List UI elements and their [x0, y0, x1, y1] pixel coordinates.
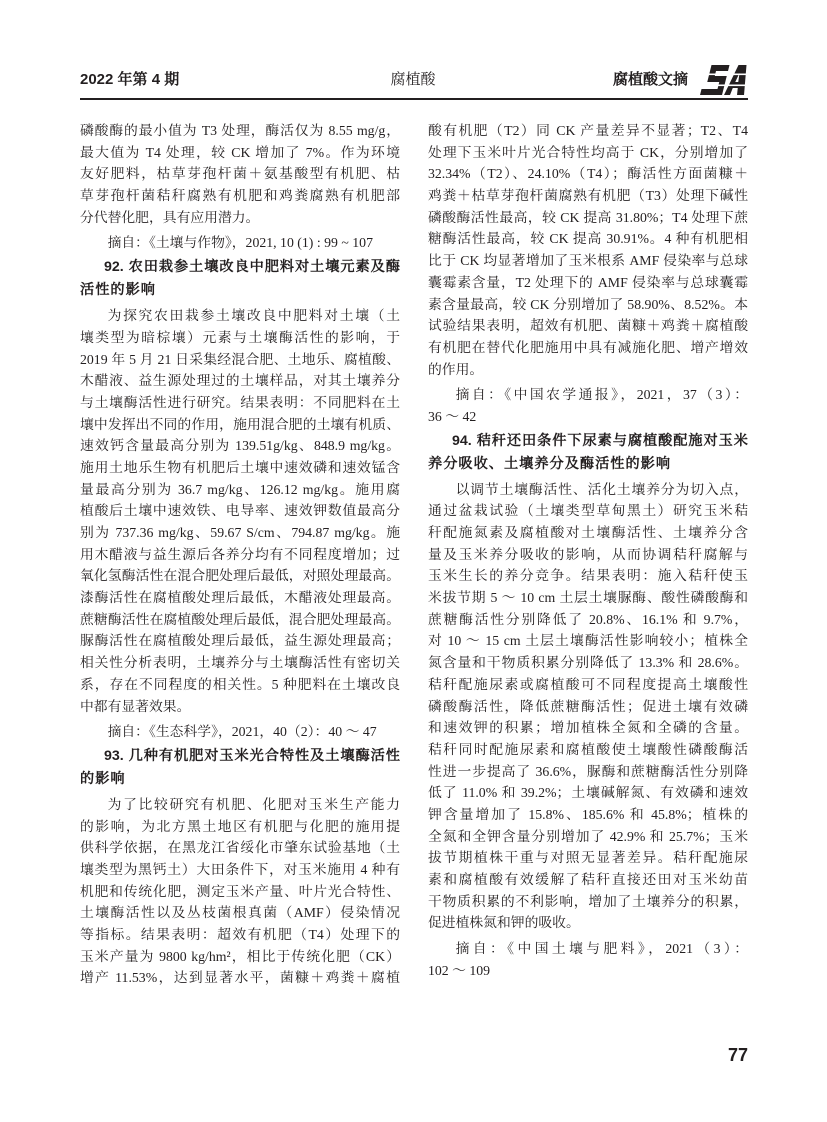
body-text-line: 供科学依据，在黑龙江省绥化市肇东试验基地（土: [80, 840, 400, 856]
article: [80, 256, 400, 743]
body-text-line: 秸秆同时配施尿素和腐植酸使土壤酸性磷酸酶活: [428, 741, 748, 757]
body-text-line: 机肥和传统化肥，测定玉米产量、叶片光合特性、: [80, 883, 400, 899]
article: [428, 430, 748, 982]
body-text-line: 2019 年 5 月 21 日采集经混合肥、土地乐、腐植酸、: [80, 351, 400, 367]
source-citation-line: 102 ～ 109: [428, 962, 491, 978]
source-citation-line: 摘自：《中国农学通报》，2021，37（3）：: [455, 387, 748, 403]
body-text-line: 速效钙含量最高分别为 139.51g/kg、848.9 mg/kg。: [80, 438, 400, 454]
left-column: [80, 120, 400, 989]
journal-name: 腐植酸: [390, 71, 436, 88]
body-text-line: 植酸后土壤中速效铁、电导率、速效钾数值最高分: [80, 503, 400, 519]
source-citation-line: 36 ～ 42: [428, 408, 477, 424]
body-text-line: 钾含量增加了 15.8%、185.6% 和 45.8%；植株的: [428, 806, 748, 822]
header-rule: [80, 98, 748, 100]
body-text-line: 土壤酶活性以及丛枝菌根真菌（AMF）侵染情况: [80, 905, 400, 921]
body-text-line: 脲酶活性在腐植酸处理后最低，益生源处理最高；: [80, 633, 400, 649]
body-text-line: 素含量最高，较 CK 分别增加了 58.90%、8.52%。本: [428, 296, 748, 312]
body-text-line: 性进一步提高了 36.6%，脲酶和蔗糖酶活性分别降: [428, 763, 748, 779]
body-text-line: 壤类型为暗棕壤）元素与土壤酶活性的影响，于: [80, 329, 400, 345]
body-text-line: 处理下玉米叶片光合特性均高于 CK，分别增加了: [428, 144, 748, 160]
body-text-line: 氧化氢酶活性在混合肥处理后最低，对照处理最高。: [80, 568, 400, 584]
body-text-line: 为探究农田栽参土壤改良中肥料对土壤（土: [107, 308, 400, 324]
journal-logo-icon: [700, 63, 748, 97]
source-block: [428, 384, 748, 427]
body-text-line: 磷酸酶活性，降低蔗糖酶活性；促进土壤有效磷: [428, 698, 748, 714]
article-title-line: 92. 农田栽参土壤改良中肥料对土壤元素及酶: [104, 259, 400, 276]
body-text-line: 通过盆栽试验（土壤类型草甸黑土）研究玉米秸: [428, 503, 748, 519]
body-text-line: 酸有机肥（T2）同 CK 产量差异不显著；T2、T4: [428, 123, 748, 138]
body-text-line: 友好肥料，枯草芽孢杆菌＋氨基酸型有机肥、枯: [80, 166, 400, 182]
source-block: [80, 721, 400, 743]
article-title-line: 养分吸收、土壤养分及酶活性的影响: [428, 455, 672, 472]
title-block: [80, 256, 400, 302]
body-text-line: 糖酶活性最高，较 CK 提高 30.91%。4 种有机肥相: [428, 231, 748, 247]
article-title-line: 活性的影响: [80, 282, 156, 299]
continued-block: [80, 120, 400, 228]
body-text-line: 最大值为 T4 处理，较 CK 增加了 7%。作为环境: [80, 144, 400, 160]
body-text-line: 低了 11.0% 和 39.2%；土壤碱解氮、有效磷和速效: [428, 785, 748, 801]
body-text-line: 中都有显著效果。: [80, 698, 191, 714]
body-text-line: 磷酸酶的最小值为 T3 处理，酶活仅为 8.55 mg/g，: [80, 123, 400, 138]
section-name: 腐植酸文摘: [612, 71, 688, 88]
body-text-line: 氮含量和干物质积累分别降低了 13.3% 和 28.6%。: [428, 655, 748, 671]
body-text-line: 与土壤酶活性进行研究。结果表明：不同肥料在土: [80, 394, 400, 410]
article-title-line: 93. 几种有机肥对玉米光合特性及土壤酶活性: [104, 747, 400, 764]
continued-block: [428, 120, 748, 380]
body-text-line: 试验结果表明，超效有机肥、菌糠＋鸡粪＋腐植酸: [428, 318, 748, 334]
right-column: [428, 120, 748, 981]
body-text-line: 秆配施氮素及腐植酸对土壤酶活性、土壤养分含: [428, 525, 748, 540]
body-block: [80, 794, 400, 989]
body-block: [428, 479, 748, 934]
body-text-line: 增产 11.53%，达到显著水平，菌糠＋鸡粪＋腐植: [80, 970, 400, 986]
issue-label: 2022 年第 4 期: [80, 71, 180, 88]
body-text-line: 和速效钾的积累；增加植株全氮和全磷的含量。: [428, 720, 748, 736]
title-block: [428, 430, 748, 476]
body-text-line: 比于 CK 均显著增加了玉米根系 AMF 侵染率与总球: [428, 253, 748, 269]
body-text-line: 米拔节期 5 ～ 10 cm 土层土壤脲酶、酸性磷酸酶和: [428, 590, 748, 606]
body-text-line: 促进植株氮和钾的吸收。: [428, 915, 580, 931]
body-block: [80, 305, 400, 717]
body-text-line: 用木醋液与益生源后各养分均有不同程度增加；过: [80, 546, 400, 562]
body-text-line: 漆酶活性在腐植酸处理后最低，木醋液处理最高。: [80, 590, 400, 606]
body-text-line: 全氮和全钾含量分别增加了 42.9% 和 25.7%；玉米: [428, 828, 748, 844]
body-text-line: 32.34%（T2）、24.10%（T4）；酶活性方面菌糠＋: [428, 166, 748, 182]
body-text-line: 以调节土壤酶活性、活化土壤养分为切入点，: [455, 481, 748, 497]
source-citation-line: 摘自：《中国土壤与肥料》，2021（3）：: [455, 941, 748, 957]
body-text-line: 的影响，为北方黑土地区有机肥与化肥的施用提: [80, 818, 400, 834]
body-text-line: 蔗糖酶活性在腐植酸处理后最低，混合肥处理最高。: [80, 611, 400, 627]
body-text-line: 壤中发挥出不同的作用，施用混合肥的土壤有机质、: [80, 416, 400, 432]
body-text-line: 施用土地乐生物有机肥后土壤中速效磷和速效锰含: [80, 459, 400, 475]
body-text-line: 等指标。结果表明：超效有机肥（T4）处理下的: [80, 927, 400, 942]
body-text-line: 的作用。: [428, 361, 484, 377]
body-text-line: 系，存在不同程度的相关性。5 种肥料在土壤改良: [80, 676, 400, 692]
body-text-line: 玉米生长的养分竞争。结果表明：施入秸秆使玉: [428, 568, 748, 584]
article-title-line: 的影响: [80, 770, 126, 787]
body-text-line: 木醋液、益生源处理过的土壤样品，对其土壤养分: [80, 373, 400, 389]
body-text-line: 蔗糖酶活性分别降低了 20.8%、16.1% 和 9.7%，: [428, 611, 748, 627]
body-text-line: 为了比较研究有机肥、化肥对玉米生产能力: [107, 796, 400, 812]
body-text-line: 素和腐植酸有效缓解了秸秆直接还田对玉米幼苗: [428, 872, 748, 887]
title-block: [80, 745, 400, 791]
body-text-line: 壤类型为黑钙土）大田条件下，对玉米施用 4 种有: [80, 861, 400, 877]
source-citation-line: 摘自：《生态科学》，2021，40（2）：40 ～ 47: [107, 724, 377, 740]
body-text-line: 拔节期植株干重与对照无显著差异。秸秆配施尿: [428, 850, 748, 866]
article: [80, 745, 400, 989]
body-text-line: 有机肥在替代化肥施用中具有减施化肥、增产增效: [428, 339, 748, 355]
body-text-line: 别为 737.36 mg/kg、59.67 S/cm、794.87 mg/kg。施: [80, 525, 400, 540]
body-text-line: 囊霉素含量，T2 处理下的 AMF 侵染率与总球囊霉: [428, 274, 748, 290]
source-block: [428, 938, 748, 981]
body-text-line: 量及玉米养分吸收的影响，从而协调秸秆腐解与: [428, 546, 748, 562]
page-number: 77: [727, 1045, 748, 1065]
article-title-line: 94. 秸秆还田条件下尿素与腐植酸配施对玉米: [452, 432, 748, 449]
source-block: [80, 232, 400, 254]
body-text-line: 磷酸酶活性最高，较 CK 提高 31.80%；T4 处理下蔗: [428, 209, 748, 225]
body-text-line: 分代替化肥，具有应用潜力。: [80, 209, 260, 225]
body-text-line: 对 10 ～ 15 cm 土层土壤酶活性影响较小；植株全: [428, 633, 748, 649]
source-citation-line: 摘自：《土壤与作物》，2021, 10 (1) : 99 ~ 107: [107, 235, 373, 251]
body-text-line: 干物质积累的不利影响，增加了土壤养分的积累，: [428, 893, 748, 909]
body-text-line: 草芽孢杆菌秸秆腐熟有机肥和鸡粪腐熟有机肥部: [80, 188, 400, 204]
body-text-line: 相关性分析表明，土壤养分与土壤酶活性有密切关: [80, 655, 400, 671]
body-text-line: 鸡粪＋枯草芽孢杆菌腐熟有机肥（T3）处理下碱性: [428, 188, 748, 204]
body-text-line: 秸秆配施尿素或腐植酸可不同程度提高土壤酸性: [428, 676, 748, 692]
body-text-line: 量最高分别为 36.7 mg/kg、126.12 mg/kg。施用腐: [80, 481, 400, 497]
body-text-line: 玉米产量为 9800 kg/hm²，相比于传统化肥（CK）: [80, 948, 400, 964]
